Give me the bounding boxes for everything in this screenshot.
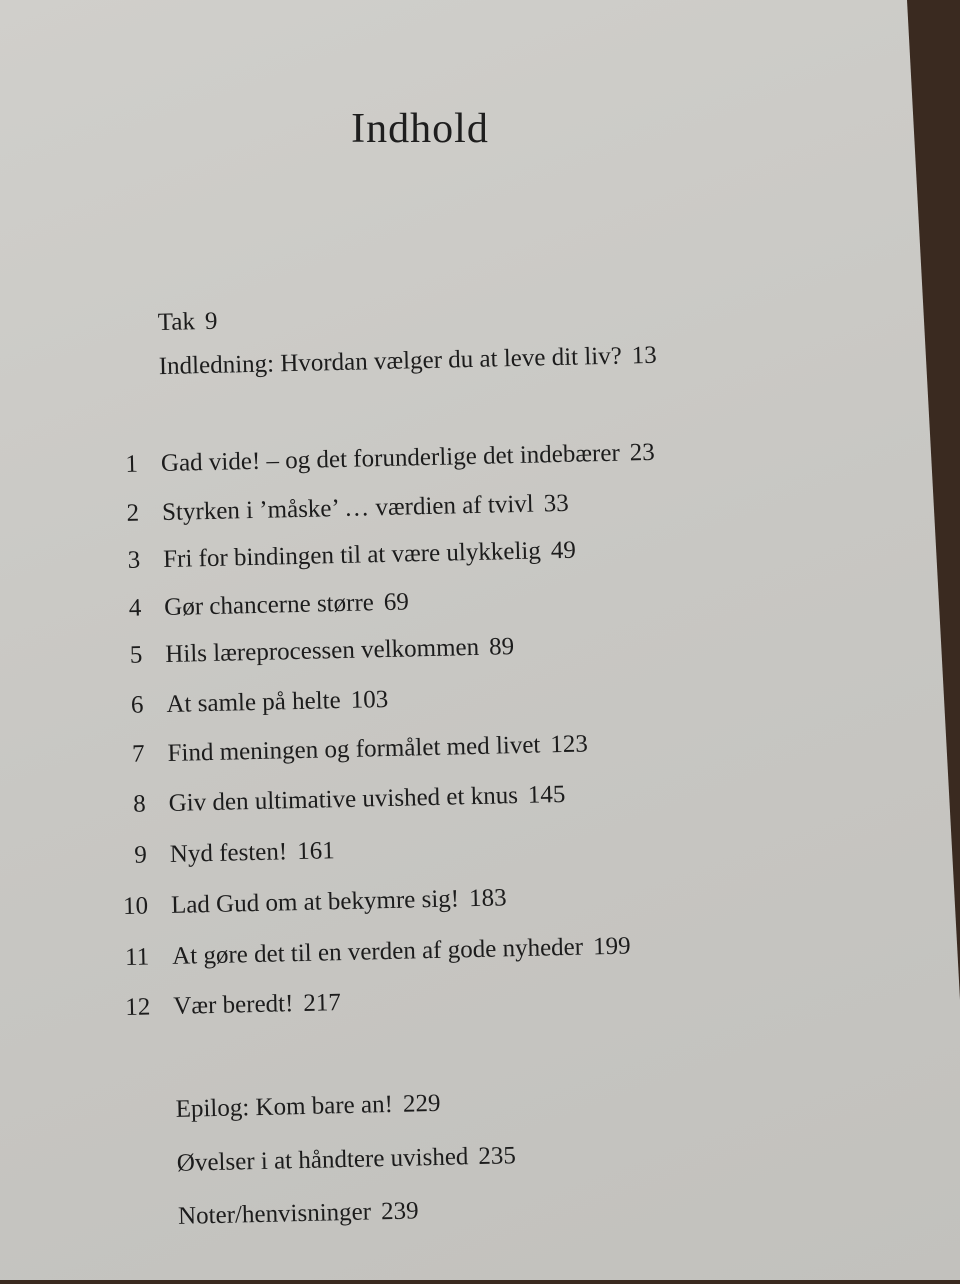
chapter-number: 2 (126, 499, 140, 527)
entry-page: 217 (303, 989, 342, 1017)
entry-label: Gad vide! – og det forunderlige det indebærer (160, 439, 621, 478)
entry-page: 239 (380, 1197, 419, 1226)
chapter-entry (103, 778, 565, 822)
chapter-number: 10 (122, 892, 149, 921)
chapter-number: 5 (129, 641, 143, 669)
entry-label: Noter/henvisninger (177, 1198, 372, 1230)
entry-page: 199 (592, 932, 631, 961)
chapter-entry (108, 986, 341, 1025)
chapter-entry (100, 630, 514, 673)
entry-page: 69 (383, 588, 410, 617)
entry-page: 123 (550, 730, 589, 759)
chapter-number: 4 (128, 594, 142, 622)
chapter-entry (99, 585, 409, 626)
chapter-number: 3 (127, 546, 141, 574)
chapter-number: 6 (130, 691, 144, 719)
toc-entry (92, 305, 217, 342)
entry-label: Gør chancerne større (163, 589, 375, 622)
entry-label: At samle på helte (166, 687, 341, 718)
entry-page: 49 (550, 536, 577, 565)
entry-label: Giv den ultimative uvished et knus (168, 782, 519, 817)
entry-label: Vær beredt! (173, 990, 294, 1020)
entry-label: Indledning: Hvordan vælger du at leve dit liv? (158, 342, 623, 381)
chapter-number: 1 (125, 450, 139, 478)
chapter-number: 11 (124, 943, 150, 971)
entry-page: 89 (488, 633, 515, 661)
entry-label: Fri for bindingen til at være ulykkelig (162, 537, 542, 574)
entry-label: Hils læreprocessen velkommen (165, 633, 480, 668)
entry-page: 161 (296, 837, 335, 866)
entry-label: Lad Gud om at bekymre sig! (170, 885, 460, 919)
entry-label: Epilog: Kom bare an! (175, 1090, 394, 1123)
toc-entry (112, 1139, 517, 1182)
entry-page: 33 (543, 489, 569, 518)
toc-entry (110, 1087, 440, 1128)
entry-label: Find meningen og formålet med livet (167, 731, 541, 767)
entry-label: Øvelser i at håndtere uvished (176, 1143, 469, 1177)
entry-page: 23 (629, 438, 656, 467)
chapter-number: 12 (125, 993, 151, 1021)
chapter-number: 9 (134, 841, 148, 869)
entry-page: 9 (204, 307, 218, 336)
entry-page: 235 (478, 1142, 517, 1171)
chapter-entry (98, 534, 576, 579)
chapter-entry (105, 834, 336, 873)
chapter-entry (96, 436, 656, 483)
chapter-number: 8 (132, 790, 147, 818)
chapter-number: 7 (131, 740, 145, 768)
toc-entry (93, 339, 657, 386)
entry-page: 229 (402, 1089, 441, 1118)
entry-page: 13 (631, 341, 658, 370)
chapter-entry (106, 881, 507, 924)
entry-page: 183 (468, 884, 507, 913)
entry-label: Tak (157, 308, 196, 337)
entry-label: At gøre det til en verden af gode nyheder (171, 933, 584, 970)
entry-page: 145 (527, 780, 566, 809)
chapter-entry (97, 487, 569, 532)
chapter-entry (102, 727, 588, 772)
page-title: Indhold (351, 106, 489, 152)
entry-label: Styrken i ’måske’ … værdien af tvivl (161, 490, 535, 527)
chapter-entry (107, 930, 631, 976)
entry-label: Nyd festen! (169, 838, 288, 868)
toc-entry (113, 1194, 419, 1235)
entry-page: 103 (350, 685, 389, 714)
chapter-entry (101, 683, 388, 723)
